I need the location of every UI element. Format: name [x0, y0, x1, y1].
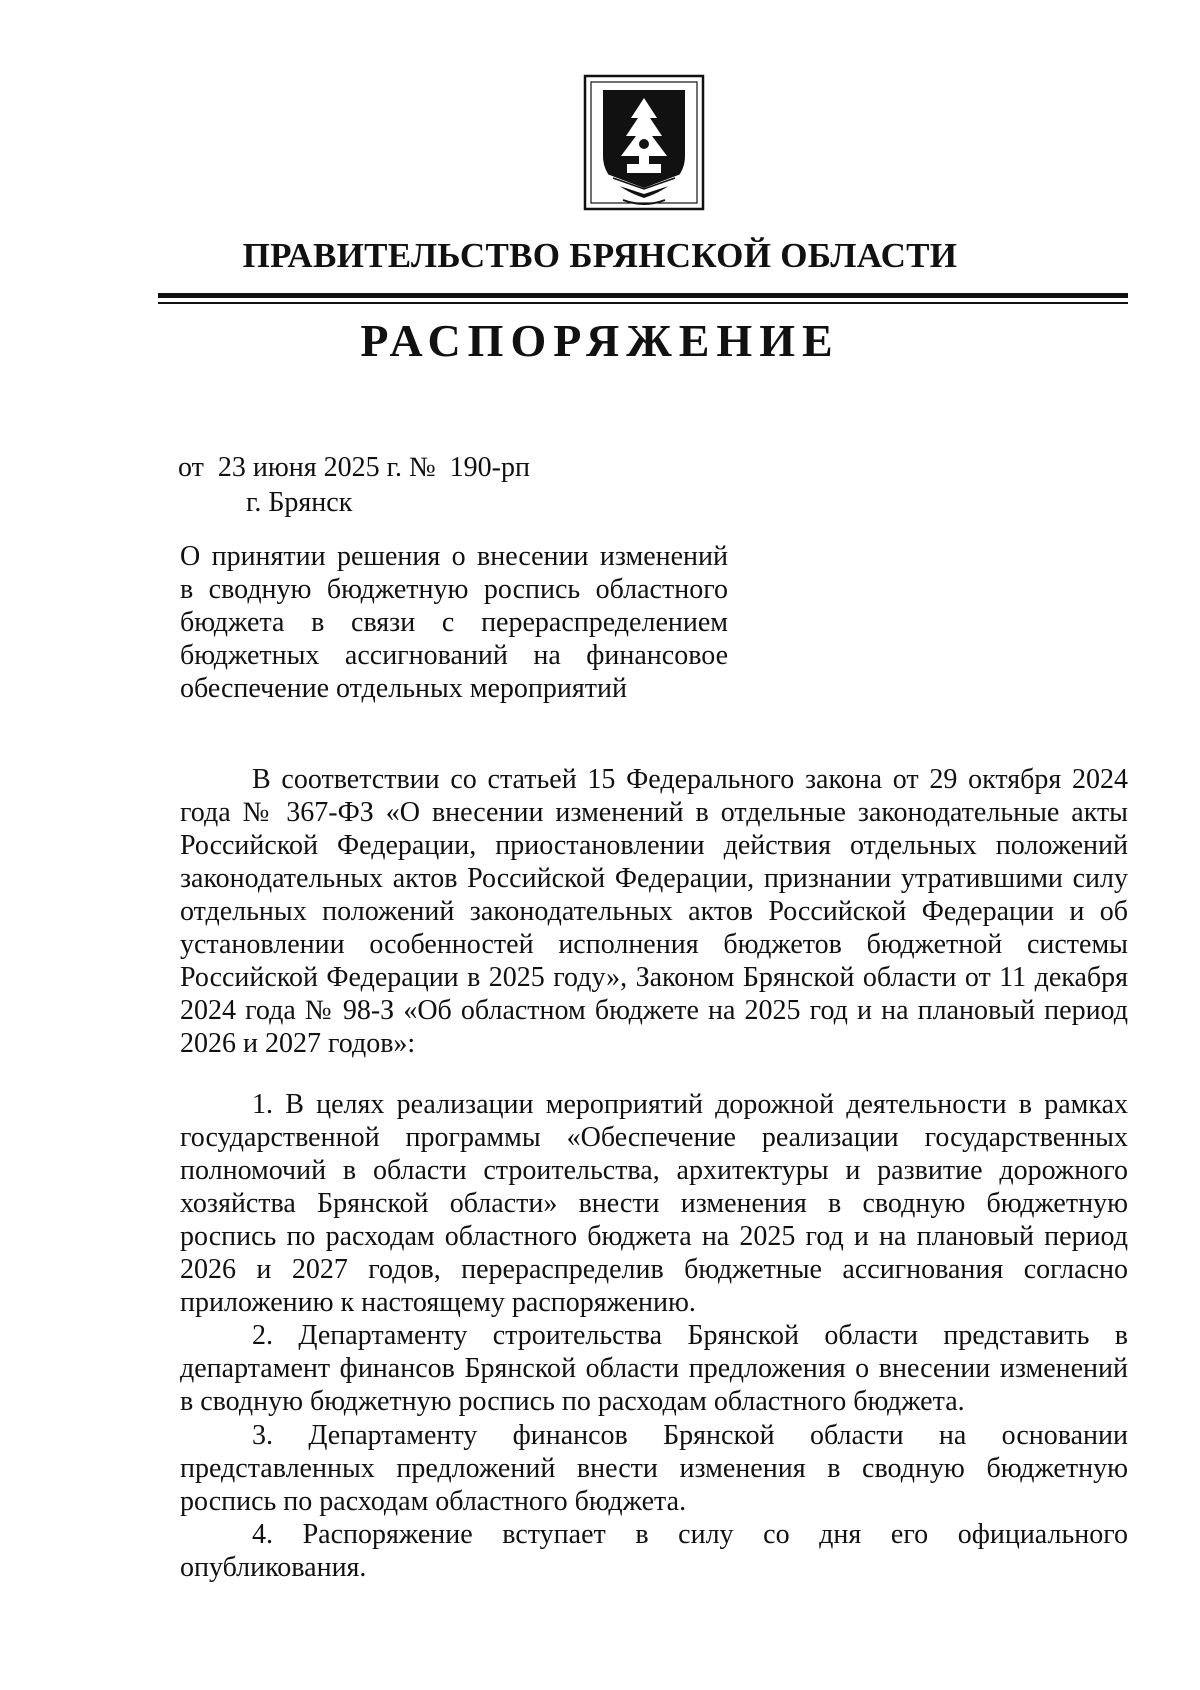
- preamble-paragraph: В соответствии со статьей 15 Федерального закона от 29 октября 2024 года № 367-ФЗ «О внесении изменений в отдельные законодательные акты Российской Федерации, приостановлении действия отдельных положений законодательных актов Российской Федерации, признании утратившими силу отдельных положений законодательных актов Российской Федерации и об установлении особенностей исполнения бюджетов бюджетной системы Российской Федерации в 2025 году», Законом Брянской области от 11 декабря 2024 года № 98-З «Об областном бюджете на 2025 год и на плановый период 2026 и 2027 годов»:: [180, 764, 1128, 1059]
- subject-line: в сводную бюджетную роспись областного: [180, 574, 728, 605]
- item-1-paragraph: 1. В целях реализации мероприятий дорожной деятельности в рамках государственной программы «Обеспечение реализации государственных полномочий в области строительства, архитектуры и развитие дорожного хозяйства Брянской области» внести изменения в сводную бюджетную роспись по расходам областного бюджета на 2025 год и на плановый период 2026 и 2027 годов, перераспределив бюджетные ассигнования согласно приложению к настоящему распоряжению.: [180, 1089, 1128, 1318]
- document-type-heading: РАСПОРЯЖЕНИЕ: [360, 315, 840, 366]
- subject-line: обеспечение отдельных мероприятий: [180, 673, 627, 704]
- document-city: г. Брянск: [246, 487, 353, 518]
- item-3-paragraph: 3. Департаменту финансов Брянской области на основании представленных предложений внести изменения в сводную бюджетную роспись по расходам областного бюджета.: [180, 1420, 1128, 1517]
- item-4-paragraph: 4. Распоряжение вступает в силу со дня его официального опубликования.: [180, 1519, 1128, 1583]
- subject-line: бюджета в связи с перераспределением: [180, 607, 728, 638]
- organization-title: ПРАВИТЕЛЬСТВО БРЯНСКОЙ ОБЛАСТИ: [242, 236, 958, 275]
- header-divider-thick: [158, 293, 1128, 298]
- coat-of-arms-icon: [583, 74, 705, 211]
- header-divider-thin: [158, 302, 1128, 304]
- subject-line: О принятии решения о внесении изменений: [180, 541, 728, 572]
- document-date-number: от 23 июня 2025 г. № 190-рп: [178, 452, 530, 483]
- item-2-paragraph: 2. Департаменту строительства Брянской области представить в департамент финансов Брянской области предложения о внесении изменений в сводную бюджетную роспись по расходам областного бюджета.: [180, 1320, 1128, 1417]
- document-subject: [180, 540, 728, 705]
- subject-line: бюджетных ассигнований на финансовое: [180, 640, 728, 671]
